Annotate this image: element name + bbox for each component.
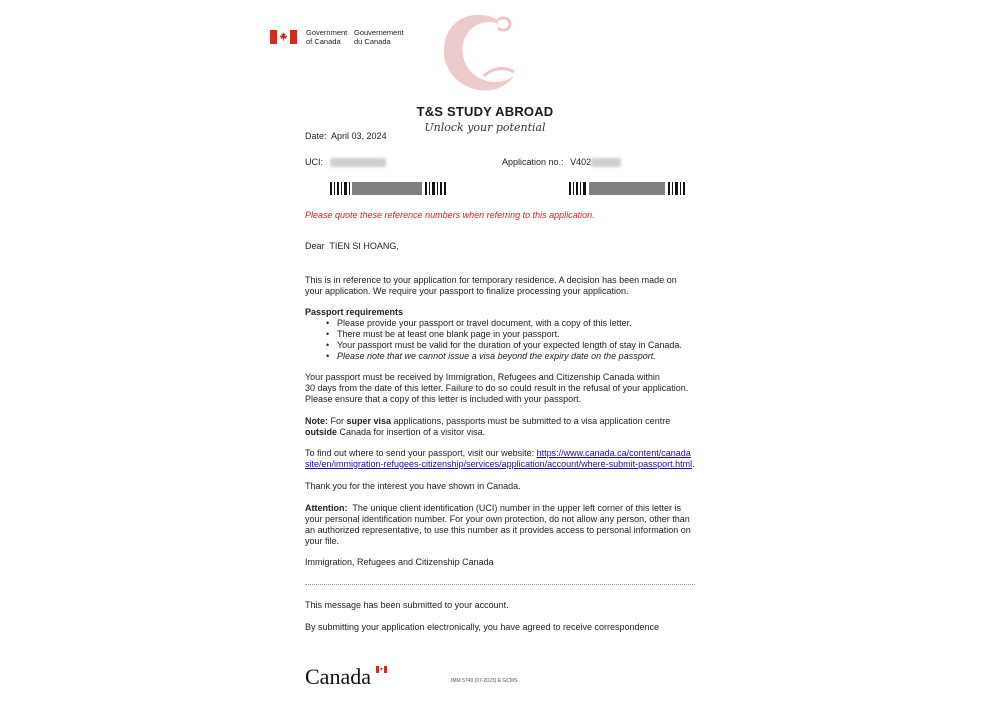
government-en-label (306, 29, 347, 46)
submitted-message: This message has been submitted to your account. (305, 600, 509, 610)
dotted-divider (305, 584, 695, 585)
consent-message: By submitting your application electronically, you have agreed to receive correspondence (305, 622, 660, 632)
requirements-list (305, 318, 700, 362)
signature: Immigration, Refugees and Citizenship Canada (305, 557, 494, 567)
attention-paragraph (305, 503, 700, 547)
receipt-line: 30 days from the date of this letter. Failure to do so could result in the refusal of your application. (305, 383, 689, 393)
gov-fr-line1: Gouvernement (354, 28, 404, 37)
intro-paragraph (305, 275, 700, 297)
attention-line: The unique client identification (UCI) number in the upper left corner of this letter is (347, 503, 682, 513)
receipt-line: Please ensure that a copy of this letter is included with your passport. (305, 394, 582, 404)
salutation (305, 241, 399, 252)
requirement-item: • There must be at least one blank page in your passport. (305, 329, 700, 340)
note-emphasis: outside (305, 427, 338, 437)
canada-flag-icon (270, 30, 297, 44)
uci-barcode (330, 182, 446, 195)
application-value: V402 (570, 157, 592, 167)
note-text: Canada for insertion of a visitor visa. (337, 427, 486, 437)
intro-line: This is in reference to your application for temporary residence. A decision has been made on (305, 275, 677, 285)
uci-label: UCI: (305, 157, 323, 167)
note-text: For (328, 416, 347, 426)
requirement-item: • Please provide your passport or travel document, with a copy of this letter. (305, 318, 700, 329)
dear-label: Dear (305, 241, 325, 251)
attention-line: your file. (305, 536, 340, 546)
date-row (305, 131, 387, 142)
recipient-name: TIEN SI HOANG, (329, 241, 399, 251)
application-label: Application no.: (502, 157, 564, 167)
website-paragraph (305, 448, 705, 470)
study-abroad-logo-icon (436, 10, 520, 94)
application-barcode (569, 182, 687, 195)
thanks-line: Thank you for the interest you have shown in Canada. (305, 481, 521, 491)
passport-requirements (305, 307, 700, 362)
website-text: To find out where to send your passport, visit our website: (305, 448, 537, 458)
canada-wordmark: Canada (305, 664, 371, 689)
brand-slogan: Unlock your potential (424, 121, 546, 134)
date-value: April 03, 2024 (331, 131, 387, 141)
uci-redacted (330, 158, 386, 167)
note-paragraph (305, 416, 700, 438)
government-fr-label (354, 29, 404, 46)
gov-en-line1: Government (306, 28, 348, 37)
requirement-item: • Please note that we cannot issue a visa beyond the expiry date on the passport. (305, 351, 700, 362)
intro-line: your application. We require your passport to finalize processing your application. (305, 286, 629, 296)
requirement-item: • Your passport must be valid for the duration of your expected length of stay in Canada. (305, 340, 700, 351)
brand-name: T&S STUDY ABROAD (416, 104, 554, 119)
where-submit-passport-link-continued[interactable]: site/en/immigration-refugees-citizenship/services/application/account/where-submit-passport.html (305, 459, 693, 469)
gov-fr-line2: du Canada (354, 36, 391, 46)
attention-line: your personal identification number. For your own protection, do not allow any person, other than (305, 514, 690, 524)
application-row (502, 157, 621, 168)
where-submit-passport-link[interactable]: https://www.canada.ca/content/canada (536, 448, 691, 458)
note-emphasis: super visa (346, 416, 392, 426)
uci-row (305, 157, 386, 168)
wordmark-flag-icon (376, 666, 387, 673)
reference-notice: Please quote these reference numbers when referring to this application. (305, 210, 595, 220)
website-period: . (692, 459, 695, 469)
note-text: applications, passports must be submitted to a visa application centre (391, 416, 671, 426)
gov-en-line2: of Canada (306, 36, 341, 46)
date-label: Date: (305, 131, 327, 141)
note-label: Note: (305, 416, 328, 426)
requirements-heading: Passport requirements (305, 307, 404, 317)
form-code: IMM 5740 (07-2023) E GCMS (451, 678, 518, 684)
receipt-paragraph (305, 372, 700, 405)
attention-line: an authorized representative, to use this number as it provides access to personal information on (305, 525, 691, 535)
receipt-line: Your passport must be received by Immigration, Refugees and Citizenship Canada within (305, 372, 660, 382)
application-redacted (591, 158, 621, 167)
attention-label: Attention: (305, 503, 348, 513)
